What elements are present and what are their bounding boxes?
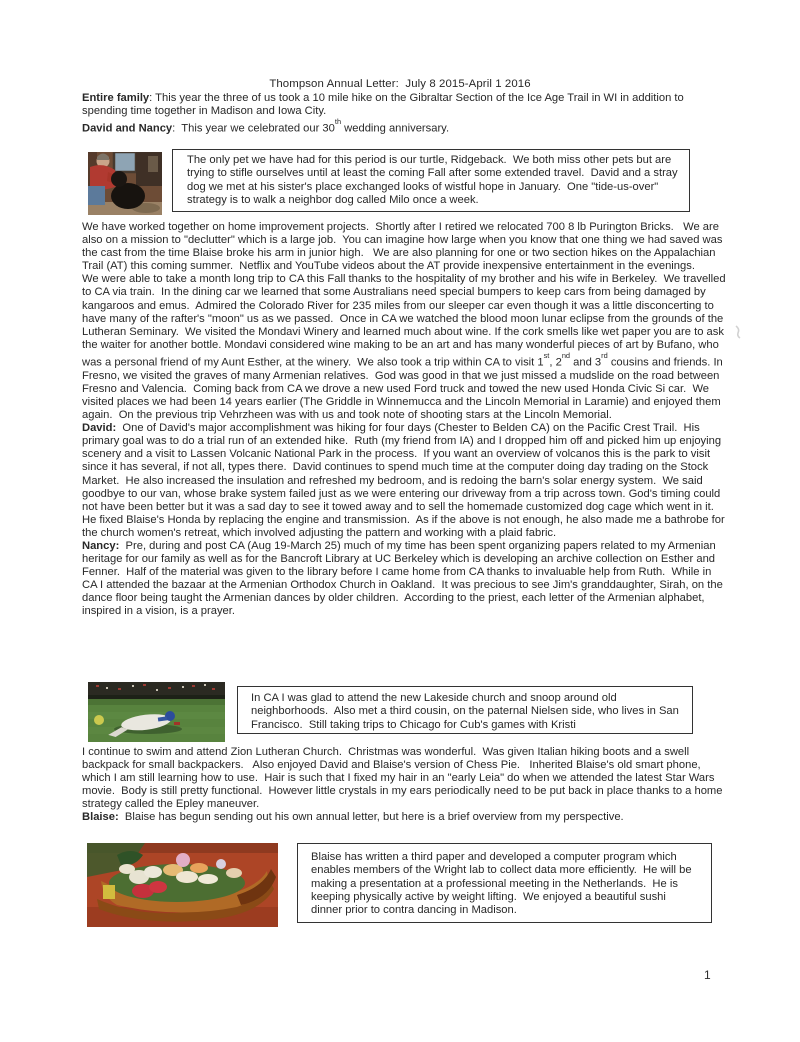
entire-family-text: : This year the three of us took a 10 mile hike on the Gibraltar Section of the Ice Age Trail in WI in addition to spending time together in Madison and Iowa City. (82, 92, 687, 118)
baseball-catch-photo (88, 682, 225, 742)
turtle-callout-box (172, 149, 690, 212)
paragraph-nancy (82, 540, 726, 619)
ca-trip-text-3: and 3 (570, 356, 602, 369)
dog-photo (88, 152, 162, 215)
turtle-callout-text: The only pet we have had for this period is our turtle, Ridgeback. We both miss other pets but are trying to stifle ourselves until at least the coming Fall after some extended travel. David and a stray dog we met at his sister's place exchanged looks of wistful hope in January. One "tide-us-over" strategy is to walk a neighbor dog called Milo once a week. (187, 154, 681, 206)
nancy-text: Pre, during and post CA (Aug 19-March 25) much of my time has been spent organizing papers related to my Armenian heritage for our family as well as for the Bancroft Library at UC Berkeley which is developing an archive collection on Esther and Fenner. Half of the material was given to the library before I came home from CA thanks to invaluable help from Ruth. While in CA I attended the bazaar at the Armenian Orthodox Church in Oakland. It was precious to see Jim's granddaughter, Sirah, on the dance floor being taught the Armenian dances by older children. According to the priest, each letter of the Armenian alphabet, inspired in a vision, is a prayer. (82, 539, 726, 618)
david-and-nancy-label: David and Nancy (82, 122, 173, 135)
entire-family-label: Entire family (82, 92, 150, 104)
page-title: Thompson Annual Letter: July 8 2015-April 1 2016 (269, 78, 531, 90)
blaise-callout-box (297, 843, 712, 923)
scan-smudge-mark (733, 325, 743, 344)
blaise-label: Blaise: (82, 811, 119, 824)
lakeside-callout-box (237, 686, 693, 734)
nancy-label: Nancy: (82, 539, 120, 552)
paragraph-nancy-continued (82, 746, 726, 811)
anniversary-text: : This year we celebrated our 30 (172, 122, 335, 135)
ordinal-superscript: th (334, 117, 342, 126)
anniversary-text-end: wedding anniversary. (341, 122, 450, 135)
ordinal-superscript: st (543, 350, 550, 360)
paragraph-home-improvement (82, 221, 726, 273)
paragraph-blaise-intro (82, 811, 726, 824)
blaise-callout-text: Blaise has written a third paper and developed a computer program which enables members of the Wright lab to collect data more efficiently. He will be making a presentation at a professional meeting in the Netherlands. He is keeping physically active by weight lifting. We enjoyed a beautiful sushi dinner prior to contra dancing in Madison. (311, 851, 695, 917)
intro-section (82, 92, 726, 136)
david-label: David: (82, 422, 117, 435)
paragraph-ca-trip (82, 273, 729, 422)
page-number: 1 (704, 968, 711, 982)
ca-trip-text-1: We were able to take a month long trip to CA this Fall thanks to the hospitality of my brother and his wife in Berkeley. We travelled to CA via train. In the dining car we learned that some Australians need special bumpers to keep cars from being damaged by kangaroos and emus. Admired the Colorado River for 235 miles from our sleeper car even though it was a little disconcerting to have many of the rafter's "moon" us as we passed. Once in CA we watched the blood moon lunar eclipse from the grounds of the Lutheran Seminary. We visited the Mondavi Winery and learned much about wine. If the cork smells like wet paper you are to ask the waiter for another bottle. Mondavi considered wine making to be an art and has many wonderful pieces of art by Bufano, who was a personal friend of my Aunt Esther, at the winery. We also took a trip within CA to visit 1 (82, 273, 729, 369)
paragraph-david (82, 422, 726, 540)
sushi-boat-photo (87, 843, 278, 927)
ordinal-superscript: rd (601, 350, 608, 360)
paragraph-anniversary (82, 118, 726, 136)
home-improvement-text: We have worked together on home improvement projects. Shortly after I retired we relocated 700 8 lb Purington Bricks. We are also on a mission to "declutter" which is a large job. You can imagine how large when you know that one thing we had saved was the cast from the time Blaise broke his arm in junior high. We are also planning for one or two section hikes on the Appalachian Trail (AT) this coming summer. Netflix and YouTube videos about the AT provide inexpensive entertainment in the evenings. (82, 221, 726, 273)
david-text: One of David's major accomplishment was hiking for four days (Chester to Belden CA) on the Pacific Crest Trail. His primary goal was to do a trial run of an extended hike. Ruth (my friend from IA) and I dropped him off and picked him up enjoying scenery and a visit to Lassen Volcanic National Park in the process. If you want an overview of volcanos this is the park to visit since it has several, if not all, types there. David continues to spend much time at the computer doing day trading on the Stock Market. He also increased the insulation and refreshed my bedroom, and is redoing the barn's solar energy system. We said goodbye to our van, whose brake system failed just as we were entering our driveway from a trip across town. God's timing could not have been better but it was a sad day to see it towed away and to sell the homemade customized dog cage which went in it. He fixed Blaise's Honda by replacing the engine and transmission. As if the above is not enough, he also made me a bathrobe for the church women's retreat, which involved adjusting the pattern and working with a plaid fabric. (82, 422, 728, 539)
lakeside-callout-text: In CA I was glad to attend the new Lakeside church and snoop around old neighborhoods. Also met a third cousin, on the paternal Nielsen side, who lives in San Francisco. Still taking trips to Chicago for Cub's games with Kristi (251, 692, 682, 731)
paragraph-entire-family (82, 92, 726, 118)
nancy-continued-text: I continue to swim and attend Zion Lutheran Church. Christmas was wonderful. Was given Italian hiking boots and a swell backpack for small backpackers. Also enjoyed David and Blaise's version of Chess Pie. Inherited Blaise's old smart phone, which I am still learning how to use. Hair is such that I fixed my hair in an "early Leia" do when we attended the latest Star Wars movie. Body is still pretty functional. However little crystals in my ears periodically need to be put back in place thanks to a home strategy called the Epley maneuver. (82, 746, 726, 811)
body-section (82, 221, 729, 619)
ordinal-superscript: nd (561, 350, 571, 360)
ca-trip-text-2: , 2 (549, 356, 562, 369)
closing-section (82, 746, 726, 825)
ca-trip-text-4: cousins and friends. In Fresno, we visited the graves of many Armenian relatives. God was good in that we just missed a mudslide on the road between Fresno and Valencia. Coming back from CA we drove a new used Ford truck and towed the new used Honda Civic Si car. We visited places we had been 14 years earlier (The Griddle in Winnemucca and the Lincoln Memorial in Laramie) and enjoyed them again. On the previous trip Vehrzheen was with us and took note of shooting stars at the Lincoln Memorial. (82, 356, 726, 422)
blaise-intro-text: Blaise has begun sending out his own annual letter, but here is a brief overview from my perspective. (118, 811, 624, 824)
